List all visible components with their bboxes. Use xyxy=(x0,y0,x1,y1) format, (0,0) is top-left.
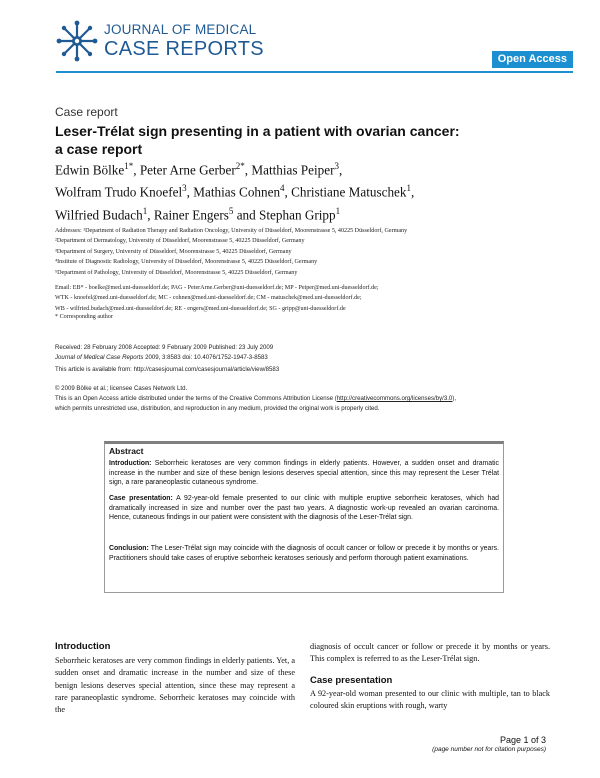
case-presentation-text: A 92-year-old woman presented to our clinic with multiple, tan to black coloured skin eruptions with rough, warty xyxy=(310,689,550,711)
author-line: Wolfram Trudo Knoefel$^3$, Mathias Cohnen$^4$, Christiane Matuschek$^1$, xyxy=(55,183,415,200)
introduction-text-continued: diagnosis of occult cancer or follow or precede it by months or years. This complex is referred to as the Leser-Trélat sign. xyxy=(310,642,550,664)
author-name: Mathias Cohnen xyxy=(193,184,281,200)
article-title xyxy=(55,122,555,158)
author-name: Edwin Bölke xyxy=(55,162,125,178)
publication-dates: Received: 28 February 2008 Accepted: 9 February 2009 Published: 23 July 2009 xyxy=(55,344,274,351)
abstract-introduction: Introduction: Seborrheic keratoses are very common findings in elderly patients. However, a sudden onset and dramatic increase in the number and size of these benign lesions deserves special attention, since this may represent the Leser Trélat sign, a rare paraneoplastic cutaneous syndrome. xyxy=(109,460,499,487)
author-name: Matthias Peiper xyxy=(251,162,335,178)
journal-logo xyxy=(56,18,276,76)
open-access-badge: Open Access xyxy=(492,51,573,68)
affiliations: Addresses: ¹Department of Radiation Therapy and Radiation Oncology, University of Düsseldorf, Moorenstrasse 5, 40225 Düsseldorf, Germany ²Department of Dermatology, University of Düsseldorf, Moorenstrasse 5, 40225 Düsseldorf, Germany ³Department of Surgery, University of Düsseldorf, Moorenstrasse 5, 40225 Düsseldorf, Germany ⁴Institute of Diagnostic Radiology, University of Düsseldorf, Moorenstrasse 5, 40225 Düsseldorf, Germany ⁵Department of Pathology, University of Düsseldorf, Moorenstrasse 5, 40225 Düsseldorf, Germany xyxy=(55,228,408,276)
author-name: Rainer Engers xyxy=(153,207,229,223)
section-heading-introduction: Introduction xyxy=(55,641,111,652)
introduction-text: Seborrheic keratoses are very common findings in elderly patients. Yet, a sudden onset and dramatic increase in the number and size of these benign lesions deserves special attention, since these may represent a rare paraneoplastic syndrome. Seborrheic keratoses may coincide with the xyxy=(55,656,295,715)
email-list: Email: EB* - boelke@med.uni-duesseldorf.de; PAG - PeterArne.Gerber@uni-duesseldorf.de; MP - Peiper@med.uni-duesseldorf.de; WTK - knoefel@med.uni-duesseldorf.de; MC - cohnen@med.uni-duesseldorf.de; CM - matuschek@med.uni-duesseldorf.de; WB - wilfried.budach@med.uni-duesseldorf.de; RE - engers@med.uni-duesseldorf.de; SG - gripp@uni-duesseldorf.de xyxy=(55,285,379,312)
article-type: Case report xyxy=(55,105,118,119)
author-name: Peter Arne Gerber xyxy=(139,162,236,178)
citation: Journal of Medical Case Reports 2009, 3:8583 doi: 10.4076/1752-1947-3-8583 xyxy=(55,354,268,361)
article-url[interactable]: This article is available from: http://casesjournal.com/casesjournal/article/view/8583 xyxy=(55,366,280,373)
title-line-2: a case report xyxy=(55,141,143,157)
copyright-notice: © 2009 Bölke et al.; licensee Cases Network Ltd. This is an Open Access article distributed under the terms of the Creative Commons Attribution License (http://creativecommons.org/licenses/by/3.0), which permits unrestricted use, distribution, and reproduction in any medium, provided the original work is properly cited. xyxy=(55,385,457,412)
title-line-1: Leser-Trélat sign presenting in a patient with ovarian cancer: xyxy=(55,123,460,139)
author-name: Wilfried Budach xyxy=(55,207,143,223)
section-heading-case-presentation: Case presentation xyxy=(310,675,393,686)
author-name: Christiane Matuschek xyxy=(291,184,407,200)
license-link[interactable]: http://creativecommons.org/licenses/by/3.0 xyxy=(336,395,453,402)
journal-name-line2: CASE REPORTS xyxy=(104,38,264,60)
page-number: Page 1 of 3 xyxy=(499,735,546,745)
snowflake-logo-icon xyxy=(56,20,98,62)
abstract-conclusion: Conclusion: The Leser-Trélat sign may coincide with the diagnosis of occult cancer or follow or precede it by months or years. Practitioners should take cases of eruptive seborrheic keratoses seriously and perform thorough patient examinations. xyxy=(109,545,499,562)
header-divider xyxy=(56,71,573,73)
author-list xyxy=(55,157,575,224)
abstract-case-presentation: Case presentation: A 92-year-old female presented to our clinic with multiple eruptive seborrheic keratoses, which had dramatically increased in size and number over the past two years. A diagnostic work-up revealed an ovarian carcinoma. Hence, cutaneous findings in our patient were consistent with the diagnosis of the Leser-Trélat sign. xyxy=(109,495,499,522)
author-name: Wolfram Trudo Knoefel xyxy=(55,184,183,200)
author-line: Edwin Bölke$^{1*}$, Peter Arne Gerber$^{2*}$, Matthias Peiper$^3$, xyxy=(55,161,343,178)
author-line: Wilfried Budach$^1$, Rainer Engers$^5$ and Stephan Gripp$^1$ xyxy=(55,205,341,223)
author-name: Stephan Gripp xyxy=(259,207,336,223)
abstract-heading: Abstract xyxy=(109,446,144,456)
corresponding-author-note: * Corresponding author xyxy=(55,314,113,320)
abstract-box xyxy=(104,441,504,593)
journal-name-line1: JOURNAL OF MEDICAL xyxy=(104,22,257,37)
page-number-note: (page number not for citation purposes) xyxy=(432,746,546,753)
